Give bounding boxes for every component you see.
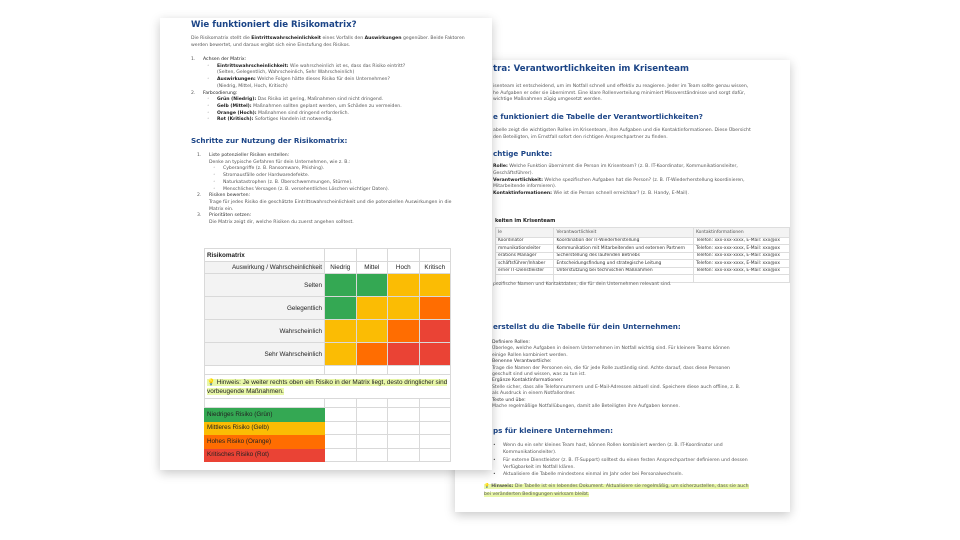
list-item — [493, 178, 745, 192]
intro-line: he Aufgaben er oder sie übernimmt. Eine klare Rollenverteilung minimiert Missverständnisse und sorgt dafür, — [493, 90, 746, 96]
intro-text — [493, 84, 748, 104]
matrix-cell-yellow — [325, 343, 357, 366]
table-row — [496, 267, 790, 275]
text: Verfügbarkeit im Notfall klären. — [503, 464, 575, 470]
step-text: als Ausdruck in einem Notfallordner. — [492, 391, 576, 397]
legend-item: Niedriges Risiko (Grün) — [205, 408, 325, 422]
matrix-hint — [205, 375, 451, 399]
table-cell: Unterstützung bei technischen Maßnahmen — [554, 267, 694, 275]
table-row — [496, 237, 790, 245]
text: Welche spezifischen Aufgaben hat die Person? (z. B. IT-Wiederherstellung koordinieren, — [542, 177, 745, 183]
responsibility-table — [495, 227, 790, 283]
list-item — [493, 191, 745, 198]
table-title: keiten im Krisenteam — [495, 218, 556, 224]
list-label: Achsen der Matrix: — [203, 57, 247, 62]
hint-box — [484, 483, 749, 499]
column-header: Verantwortlichkeit — [554, 228, 694, 238]
tip-item — [493, 471, 748, 478]
text: Naturkatastrophen (z. B. Überschwemmungen, Stürme). — [223, 179, 353, 185]
column-header: Kontaktinformationen — [694, 228, 790, 238]
legend-item: Hohes Risiko (Orange) — [205, 435, 325, 449]
section-text — [493, 128, 751, 141]
bold-term: Rolle: — [493, 164, 508, 169]
step-label: Prioritäten setzen: — [209, 213, 252, 219]
bullet-icon: ◦ — [207, 110, 210, 116]
hint-text: bei veränderten Bedingungen wirksam bleibt. — [484, 491, 590, 497]
bullet-icon: ◦ — [207, 117, 210, 123]
table-cell: erations Manager — [496, 252, 554, 260]
matrix-cell-orange — [388, 320, 420, 343]
sub-item — [207, 117, 405, 124]
document-page-risikomatrix — [160, 18, 492, 470]
step-label: Benenne Verantwortliche: — [492, 359, 552, 365]
bold-term: Auswirkungen: — [217, 77, 256, 83]
bullet-icon: ◦ — [213, 166, 216, 172]
lightbulb-icon: 💡 — [207, 378, 215, 386]
steps-list — [197, 153, 452, 227]
matrix-cell-orange — [419, 297, 451, 320]
list-number: 1. — [191, 57, 196, 62]
step-text: einige Rollen kombiniert werden. — [492, 352, 568, 358]
step-item — [197, 213, 452, 226]
step-item — [492, 340, 740, 359]
sub-item — [207, 63, 406, 77]
matrix-cell-yellow — [419, 274, 451, 297]
matrix-cell-yellow — [356, 297, 388, 320]
bold-term: Grün (Niedrig): — [217, 97, 257, 103]
matrix-row — [205, 343, 451, 366]
section-heading: Schritte zur Nutzung der Risikomatrix: — [191, 136, 348, 145]
legend-item: Kritisches Risiko (Rot) — [205, 448, 325, 462]
text-line: abelle zeigt die wichtigsten Rollen im Krisenteam, ihre Aufgaben und die Kontaktinformationen. Diese Übersicht — [493, 128, 751, 133]
list-number: 2. — [191, 90, 196, 96]
bold-term: Auswirkungen — [364, 36, 402, 41]
column-header: Niedrig — [325, 262, 357, 274]
section-heading: chtige Punkte: — [493, 149, 553, 158]
table-cell: schäftsführer/Inhaber — [496, 260, 554, 268]
text: Maßnahmen sollten geplant werden, um Schäden zu vermeiden. — [251, 103, 402, 109]
document-page-krisenteam — [455, 60, 790, 512]
column-header: Mittel — [356, 262, 388, 274]
step-label: Teste und übe: — [492, 397, 526, 403]
section-heading: erstellst du die Tabelle für dein Unternehmen: — [493, 322, 681, 331]
table-cell — [694, 275, 790, 283]
hint-label: Hinweis: — [491, 484, 514, 489]
text: Mitarbeitende informieren). — [493, 184, 557, 190]
step-text: Mache regelmäßige Notfallübungen, damit alle Beteiligten ihre Aufgaben kennen. — [492, 404, 680, 410]
table-cell: Koordination der IT-Wiederherstellung — [554, 237, 694, 245]
intro-text — [191, 36, 465, 49]
text: Wie wahrscheinlich ist es, dass das Risiko eintritt? — [288, 63, 406, 69]
points-list — [493, 164, 745, 198]
step-item — [197, 153, 452, 193]
matrix-cell-red — [419, 320, 451, 343]
bullet-icon: ◦ — [207, 103, 210, 109]
row-label: Wahrscheinlich — [205, 320, 325, 343]
sub-item — [213, 173, 452, 180]
matrix-row — [205, 274, 451, 297]
bold-term: Eintrittswahrscheinlichkeit: — [217, 63, 289, 69]
table-cell: Telefon: xxx-xxx-xxxx, E-Mail: xxx@xx — [694, 252, 790, 260]
matrix-cell-red — [388, 343, 420, 366]
text: Wenn du ein sehr kleines Team hast, können Rollen kombiniert werden (z. B. IT-Koordinator und — [503, 443, 723, 448]
row-label: Selten — [205, 274, 325, 297]
matrix-cell-yellow — [388, 297, 420, 320]
matrix-cell-green — [325, 274, 357, 297]
legend-row — [205, 448, 451, 462]
bold-term: Rot (Kritisch): — [217, 117, 254, 123]
sub-item — [207, 103, 405, 111]
text: Wie ist die Person schnell erreichbar? (z. B. Handy, E-Mail). — [552, 191, 689, 197]
table-cell — [554, 275, 694, 283]
sub-item — [213, 179, 452, 187]
page-title: Wie funktioniert die Risikomatrix? — [191, 20, 357, 30]
text: Menschliches Versagen (z. B. versehentliches Löschen wichtiger Daten). — [223, 186, 390, 192]
list-number: 3. — [197, 213, 202, 219]
table-cell: Telefon: xxx-xxx-xxxx, E-Mail: xxx@xx — [694, 245, 790, 253]
step-text: Überlege, welche Aufgaben in deinem Unternehmen im Notfall wichtig sind. Für kleinere Teams können — [492, 346, 730, 352]
risk-matrix — [204, 248, 451, 462]
row-label: Gelegentlich — [205, 297, 325, 320]
matrix-row — [205, 297, 451, 320]
tip-item — [493, 442, 748, 457]
step-text: Matrix ein. — [209, 206, 234, 212]
list-label: Farbcodierung: — [203, 90, 238, 96]
text-line: den Beteiligten, im Ernstfall sofort den richtigen Ansprechpartner zu finden. — [493, 134, 668, 140]
matrix-cell-yellow — [356, 320, 388, 343]
bold-term: Orange (Hoch): — [217, 110, 257, 116]
table-row — [496, 252, 790, 260]
text: Cyberangriffe (z. B. Ransomware, Phishing). — [223, 166, 325, 172]
table-row — [496, 260, 790, 268]
step-text: geschult sind und wissen, was zu tun ist. — [492, 372, 586, 378]
text: Sofortiges Handeln ist notwendig. — [253, 117, 333, 123]
bullet-icon: ◦ — [207, 63, 210, 69]
matrix-cell-red — [419, 343, 451, 366]
intro-line: werden bewertet, und daraus ergibt sich eine Einstufung des Risikos. — [191, 42, 351, 48]
text: Die Risikomatrix stellt die — [191, 36, 252, 41]
legend-row — [205, 408, 451, 422]
list-item — [493, 164, 745, 178]
step-text: Denke an typische Gefahren für dein Unternehmen, wie z. B.: — [209, 159, 351, 165]
text: Welche Funktion übernimmt die Person im Krisenteam? (z. B. IT-Koordinator, Kommunikationsleiter, — [507, 164, 738, 169]
legend-item: Mittleres Risiko (Gelb) — [205, 421, 325, 435]
text: (Niedrig, Mittel, Hoch, Kritisch) — [217, 83, 288, 89]
step-item — [197, 193, 452, 213]
text: Welche Folgen hätte dieses Risiko für dein Unternehmen? — [255, 77, 390, 83]
table-cell: mmunikationsleiter — [496, 245, 554, 253]
sub-item — [213, 186, 452, 194]
column-header: Kritisch — [419, 262, 451, 274]
step-text: Die Matrix zeigt dir, welche Risiken du zuerst angehen solltest. — [209, 220, 354, 226]
table-cell: Kommunikation mit Mitarbeitenden und externen Partnern — [554, 245, 694, 253]
text: Aktualisiere die Tabelle mindestens einmal im Jahr oder bei Personalwechseln. — [503, 472, 684, 478]
table-cell: erner IT-Dienstleister — [496, 267, 554, 275]
step-item — [492, 398, 740, 411]
bullet-icon: ◦ — [213, 173, 216, 179]
step-item — [492, 359, 740, 378]
step-label: Definiere Rollen: — [492, 340, 530, 345]
hint-text: Hinweis: Je weiter rechts oben ein Risiko in der Matrix liegt, desto dringlicher sind vorbeugende Maßnahmen. — [207, 378, 448, 395]
matrix-cell-green — [325, 297, 357, 320]
table-cell: Sicherstellung des laufenden Betriebs — [554, 252, 694, 260]
section-heading: e funktioniert die Tabelle der Verantwortlichkeiten? — [493, 112, 703, 121]
sub-item — [207, 77, 405, 90]
table-row — [496, 245, 790, 253]
text: Stromausfälle oder Hardwaredefekte. — [223, 173, 310, 179]
text: eines Vorfalls den — [320, 36, 365, 41]
table-cell: Telefon: xxx-xxx-xxxx, E-Mail: xxx@xx — [694, 237, 790, 245]
column-header: le — [496, 228, 554, 238]
table-cell — [496, 275, 554, 283]
text: Geschäftsführer). — [493, 170, 533, 176]
sub-item — [207, 97, 405, 104]
table-cell: Telefon: xxx-xxx-xxxx, E-Mail: xxx@xx — [694, 260, 790, 268]
step-text: Trage für jedes Risiko die geschätzte Eintrittswahrscheinlichkeit und die potenziellen Auswirkungen in die — [209, 199, 452, 205]
text: (Selten, Gelegentlich, Wahrscheinlich, Sehr Wahrscheinlich) — [217, 70, 355, 76]
bullet-icon: • — [493, 443, 496, 448]
step-label: Ergänze Kontaktinformationen: — [492, 378, 564, 384]
matrix-cell-yellow — [325, 320, 357, 343]
table-cell: Koordinator — [496, 237, 554, 245]
step-label: Risiken bewerten: — [209, 193, 251, 199]
column-header: Hoch — [388, 262, 420, 274]
step-item — [492, 378, 740, 397]
legend-row — [205, 421, 451, 435]
matrix-corner-label: Auswirkung / Wahrscheinlichkeit — [205, 262, 325, 274]
table-cell: Entscheidungsfindung und strategische Leitung — [554, 260, 694, 268]
intro-line: isenteam ist entscheidend, um im Notfall schnell und effektiv zu reagieren. Jeder im Team sollte genau wissen, — [493, 84, 749, 89]
intro-line: wichtige Maßnahmen zügig umgesetzt werden. — [493, 97, 602, 103]
text: Das Risiko ist gering, Maßnahmen sind nicht dringend. — [256, 97, 384, 103]
page-title: tra: Verantwortlichkeiten im Krisenteam — [493, 64, 689, 74]
create-steps-list — [492, 340, 740, 410]
tip-item — [493, 457, 748, 472]
bullet-icon: ◦ — [213, 186, 216, 192]
bold-term: Kontaktinformationen: — [493, 191, 553, 197]
bold-term: Gelb (Mittel): — [217, 103, 252, 109]
row-label: Sehr Wahrscheinlich — [205, 343, 325, 366]
bold-term: Eintrittswahrscheinlichkeit — [251, 36, 321, 41]
text: Kommunikationsleiter). — [503, 450, 557, 456]
matrix-cell-green — [356, 274, 388, 297]
legend-row — [205, 435, 451, 449]
bullet-icon: ◦ — [207, 77, 210, 83]
step-label: Liste potenzieller Risiken erstellen: — [209, 153, 290, 158]
bullet-icon: ◦ — [213, 179, 216, 185]
list-number: 2. — [197, 193, 202, 199]
table-note: pezifische Namen und Kontaktdaten, die für dein Unternehmen relevant sind. — [493, 282, 672, 287]
bullet-icon: • — [493, 472, 496, 478]
bullet-icon: • — [493, 457, 496, 463]
section-heading: ps für kleinere Unternehmen: — [493, 426, 613, 435]
matrix-cell-yellow — [388, 274, 420, 297]
text: Für externe Dienstleister (z. B. IT-Support) solltest du einen festen Ansprechpartner definieren und dessen — [503, 457, 748, 463]
bold-term: Verantwortlichkeit: — [493, 177, 543, 183]
list-number: 1. — [197, 153, 202, 158]
matrix-title: Risikomatrix — [205, 249, 325, 262]
text: Maßnahmen sind dringend erforderlich. — [256, 110, 350, 116]
step-text: Trage die Namen der Personen ein, die für jede Rolle zuständig sind. Achte darauf, dass diese Personen — [492, 365, 730, 371]
lightbulb-icon: 💡 — [484, 484, 490, 489]
explanation-list — [191, 57, 406, 124]
table-cell: Telefon: xxx-xxx-xxxx, E-Mail: xxx@xx — [694, 267, 790, 275]
list-item — [191, 57, 405, 64]
step-text: Stelle sicher, dass alle Telefonnummern und E-Mail-Adressen aktuell sind. Speichere diese auch offline, z. B. — [492, 384, 741, 390]
matrix-row — [205, 320, 451, 343]
text: gegenüber. Beide Faktoren — [401, 36, 465, 41]
bullet-icon: ◦ — [207, 97, 210, 103]
hint-text: Die Tabelle ist ein lebendes Dokument. Aktualisiere sie regelmäßig, um sicherzustellen, dass sie auch — [513, 484, 749, 489]
matrix-cell-orange — [356, 343, 388, 366]
tips-list — [493, 442, 748, 478]
